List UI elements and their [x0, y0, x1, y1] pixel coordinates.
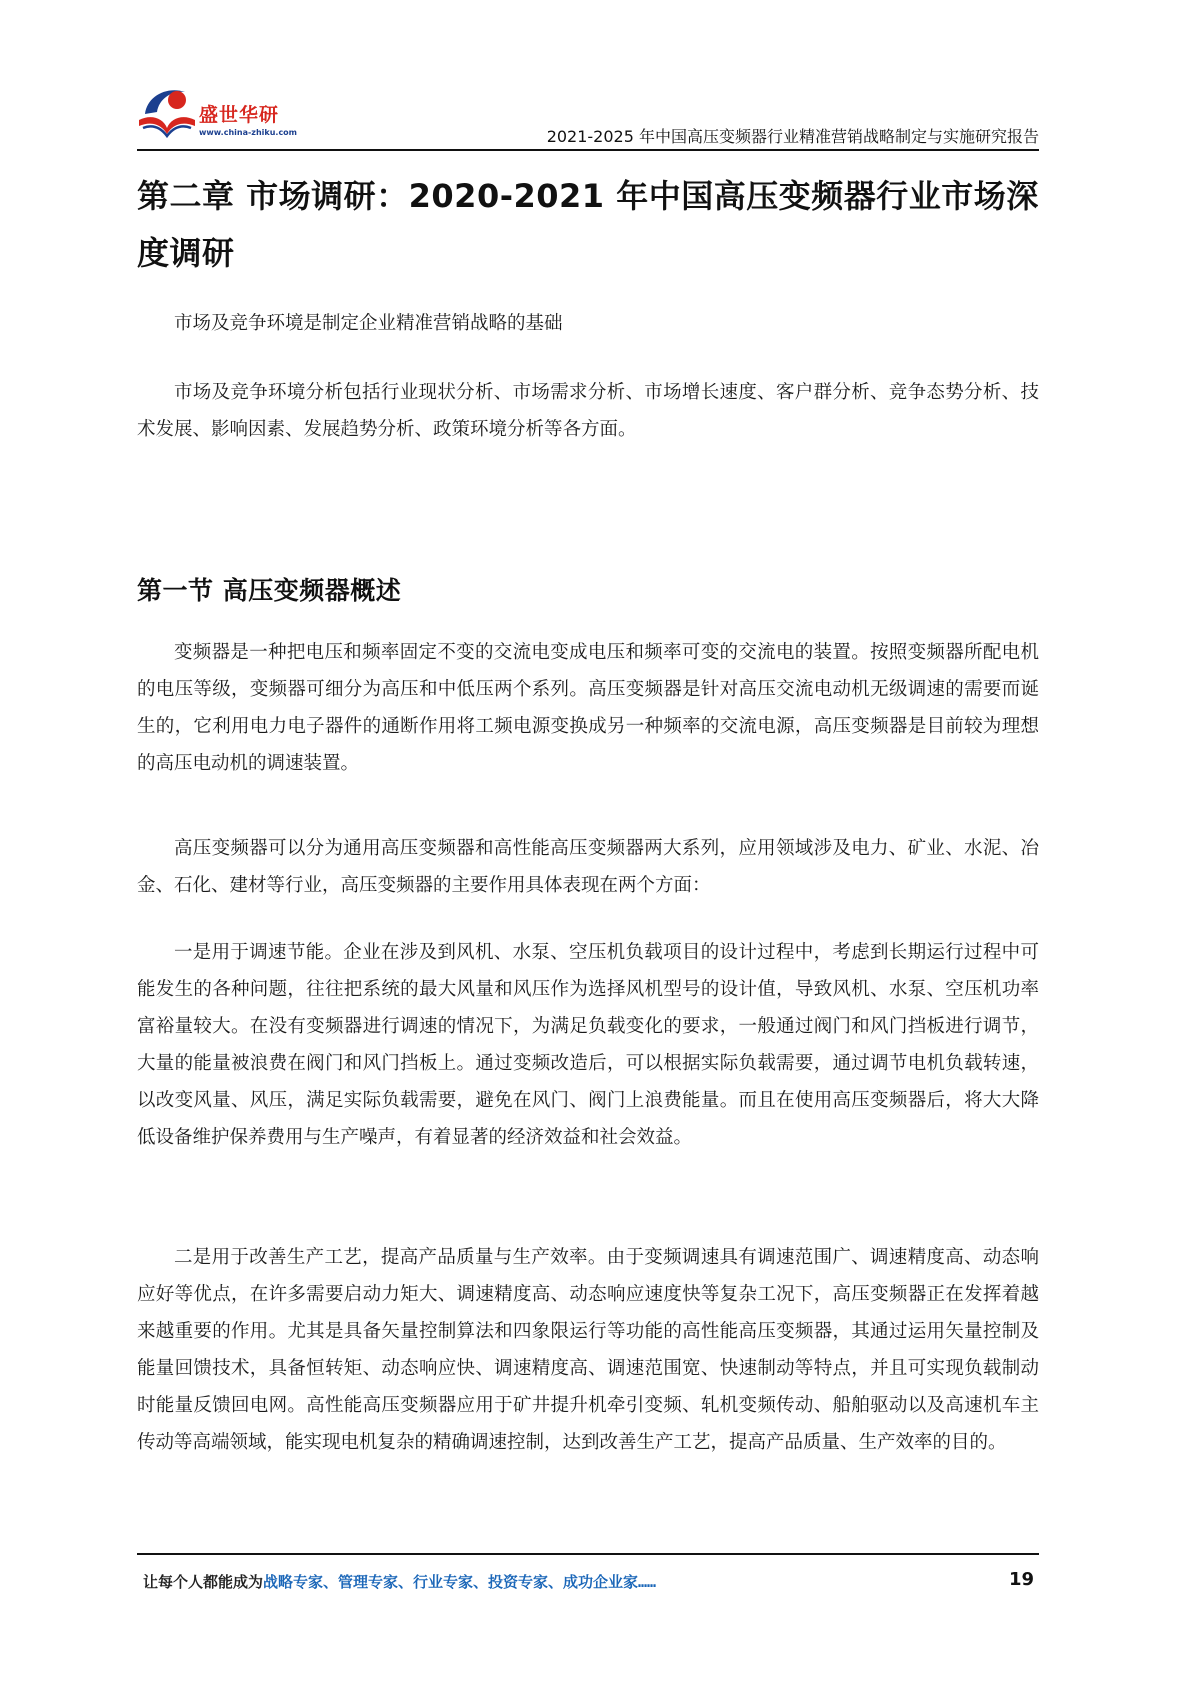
slogan-highlight: 战略专家、管理专家、行业专家、投资专家、成功企业家…… — [263, 1573, 657, 1591]
company-logo — [137, 82, 312, 144]
footer-slogan — [143, 1571, 656, 1592]
section-title: 第一节 高压变频器概述 — [137, 576, 402, 605]
intro-paragraph-1: 市场及竞争环境是制定企业精准营销战略的基础 — [174, 313, 563, 334]
section-paragraph-2: 高压变频器可以分为通用高压变频器和高性能高压变频器两大系列，应用领域涉及电力、矿业、水泥、冶金、石化、建材等行业，高压变频器的主要作用具体表现在两个方面： — [137, 838, 1039, 896]
logo-name: 盛世华研 — [199, 104, 280, 126]
intro-paragraph-2: 市场及竞争环境分析包括行业现状分析、市场需求分析、市场增长速度、客户群分析、竞争态势分析、技术发展、影响因素、发展趋势分析、政策环境分析等各方面。 — [137, 382, 1039, 440]
logo-swoosh-icon — [137, 84, 197, 140]
footer-divider — [137, 1553, 1039, 1555]
slogan-prefix: 让每个人都能成为 — [143, 1573, 264, 1591]
section-paragraph-3: 一是用于调速节能。企业在涉及到风机、水泵、空压机负载项目的设计过程中，考虑到长期运行过程中可能发生的各种问题，往往把系统的最大风量和风压作为选择风机型号的设计值，导致风机、水泵、空压机功率富裕量较大。在没有变频器进行调速的情况下，为满足负载变化的要求，一般通过阀门和风门挡板进行调节，大量的能量被浪费在阀门和风门挡板上。通过变频改造后，可以根据实际负载需要，通过调节电机负载转速，以改变风量、风压，满足实际负载需要，避免在风门、阀门上浪费能量。而且在使用高压变频器后，将大大降低设备维护保养费用与生产噪声，有着显著的经济效益和社会效益。 — [137, 942, 1039, 1148]
header-divider — [137, 149, 1039, 151]
logo-url: www.china-zhiku.com — [199, 128, 298, 137]
report-title: 2021-2025 年中国高压变频器行业精准营销战略制定与实施研究报告 — [546, 127, 1039, 146]
chapter-title: 第二章 市场调研：2020-2021 年中国高压变频器行业市场深度调研 — [137, 177, 1039, 272]
section-paragraph-1: 变频器是一种把电压和频率固定不变的交流电变成电压和频率可变的交流电的装置。按照变频器所配电机的电压等级，变频器可细分为高压和中低压两个系列。高压变频器是针对高压交流电动机无级调速的需要而诞生的，它利用电力电子器件的通断作用将工频电源变换成另一种频率的交流电源，高压变频器是目前较为理想的高压电动机的调速装置。 — [137, 642, 1039, 774]
section-paragraph-4: 二是用于改善生产工艺，提高产品质量与生产效率。由于变频调速具有调速范围广、调速精度高、动态响应好等优点，在许多需要启动力矩大、调速精度高、动态响应速度快等复杂工况下，高压变频器正在发挥着越来越重要的作用。尤其是具备矢量控制算法和四象限运行等功能的高性能高压变频器，其通过运用矢量控制及能量回馈技术，具备恒转矩、动态响应快、调速精度高、调速范围宽、快速制动等特点，并且可实现负载制动时能量反馈回电网。高性能高压变频器应用于矿井提升机牵引变频、轧机变频传动、船舶驱动以及高速机车主传动等高端领域，能实现电机复杂的精确调速控制，达到改善生产工艺，提高产品质量、生产效率的目的。 — [137, 1247, 1039, 1453]
page-number: 19 — [1008, 1569, 1034, 1590]
